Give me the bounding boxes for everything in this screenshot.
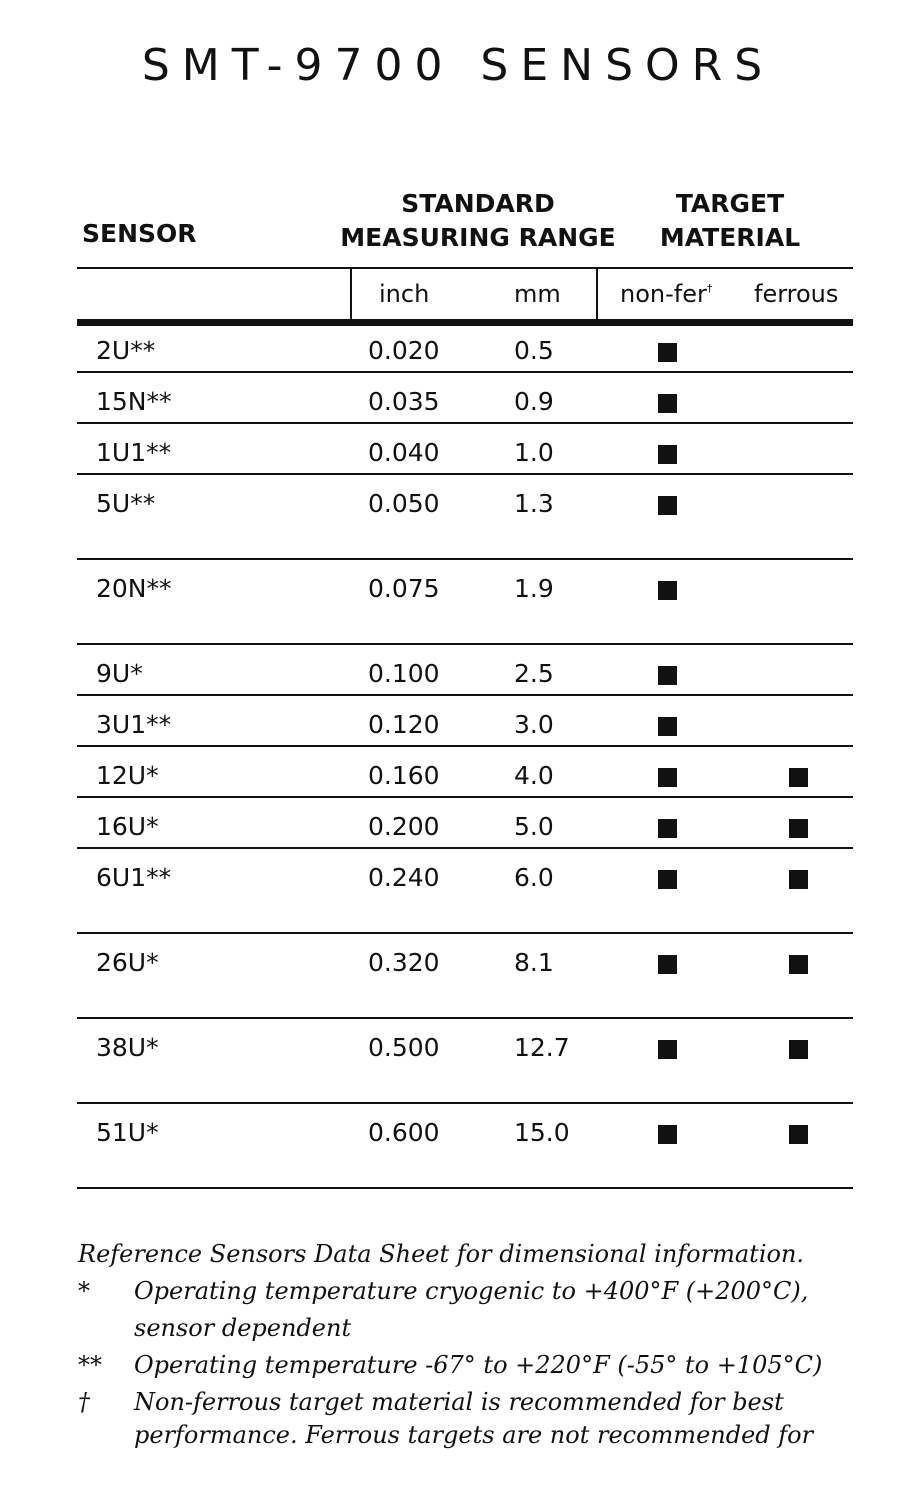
header-range-line1: STANDARD xyxy=(401,189,555,218)
sensor-cell: 26U* xyxy=(96,948,159,977)
note-dagger-text: Non-ferrous target material is recommended for best performance. Ferrous targets are not recommended for xyxy=(134,1388,814,1449)
subheader-ferrous: ferrous xyxy=(754,280,839,308)
mm-cell: 12.7 xyxy=(514,1033,570,1062)
sensor-cell: 5U** xyxy=(96,489,156,518)
note-double-star-text: Operating temperature -67° to +220°F (-55° to +105°C) xyxy=(134,1351,823,1379)
mm-cell: 15.0 xyxy=(514,1118,570,1147)
ferrous-check-square-icon xyxy=(789,768,808,787)
nonferrous-check-square-icon xyxy=(658,445,677,464)
nonferrous-check-square-icon xyxy=(658,870,677,889)
mm-cell: 8.1 xyxy=(514,948,554,977)
mm-cell: 3.0 xyxy=(514,710,554,739)
inch-cell: 0.100 xyxy=(368,659,440,688)
subheader-inch: inch xyxy=(379,280,430,308)
inch-cell: 0.035 xyxy=(368,387,440,416)
sensor-cell: 1U1** xyxy=(96,438,172,467)
inch-cell: 0.500 xyxy=(368,1033,440,1062)
note-star-text: Operating temperature cryogenic to +400°F (+200°C), sensor dependent xyxy=(134,1277,809,1342)
nonferrous-check-square-icon xyxy=(658,496,677,515)
mm-cell: 1.3 xyxy=(514,489,554,518)
ferrous-check-square-icon xyxy=(789,870,808,889)
note-star-symbol: * xyxy=(78,1277,90,1305)
row-divider xyxy=(77,1017,853,1019)
inch-cell: 0.320 xyxy=(368,948,440,977)
sensor-cell: 6U1** xyxy=(96,863,172,892)
ferrous-check-square-icon xyxy=(789,819,808,838)
row-divider xyxy=(77,745,853,747)
sensor-cell: 15N** xyxy=(96,387,172,416)
inch-cell: 0.120 xyxy=(368,710,440,739)
sensor-cell: 3U1** xyxy=(96,710,172,739)
nonferrous-check-square-icon xyxy=(658,1040,677,1059)
header-sensor: SENSOR xyxy=(82,219,197,248)
row-divider xyxy=(77,643,853,645)
mm-cell: 0.5 xyxy=(514,336,554,365)
row-divider xyxy=(77,473,853,475)
mm-cell: 5.0 xyxy=(514,812,554,841)
ferrous-check-square-icon xyxy=(789,955,808,974)
mm-cell: 1.9 xyxy=(514,574,554,603)
inch-cell: 0.200 xyxy=(368,812,440,841)
row-divider xyxy=(77,422,853,424)
nonferrous-check-square-icon xyxy=(658,581,677,600)
dagger-mark: † xyxy=(706,282,713,295)
sensor-cell: 51U* xyxy=(96,1118,159,1147)
inch-cell: 0.075 xyxy=(368,574,440,603)
ferrous-check-square-icon xyxy=(789,1040,808,1059)
column-divider-range xyxy=(350,267,352,321)
header-target-line2: MATERIAL xyxy=(659,223,801,252)
subheader-nonfer-label: non-fer xyxy=(620,280,707,308)
inch-cell: 0.050 xyxy=(368,489,440,518)
note-dagger-symbol: † xyxy=(78,1388,90,1416)
row-divider xyxy=(77,796,853,798)
inch-cell: 0.040 xyxy=(368,438,440,467)
sensor-cell: 2U** xyxy=(96,336,156,365)
inch-cell: 0.020 xyxy=(368,336,440,365)
sensor-cell: 38U* xyxy=(96,1033,159,1062)
row-divider xyxy=(77,1102,853,1104)
header-thick-rule xyxy=(77,319,853,326)
nonferrous-check-square-icon xyxy=(658,394,677,413)
footnotes xyxy=(78,1236,878,1452)
mm-cell: 0.9 xyxy=(514,387,554,416)
note-double-star-symbol: ** xyxy=(78,1351,102,1379)
header-measuring-range xyxy=(340,187,616,255)
note-dagger xyxy=(78,1386,878,1452)
subheader-nonfer xyxy=(620,280,712,308)
row-divider xyxy=(77,847,853,849)
header-target-line1: TARGET xyxy=(675,189,785,218)
nonferrous-check-square-icon xyxy=(658,1125,677,1144)
subheader-mm: mm xyxy=(514,280,561,308)
nonferrous-check-square-icon xyxy=(658,343,677,362)
mm-cell: 4.0 xyxy=(514,761,554,790)
note-star xyxy=(78,1273,878,1347)
note-double-star xyxy=(78,1347,878,1384)
ferrous-check-square-icon xyxy=(789,1125,808,1144)
row-divider xyxy=(77,932,853,934)
sensor-cell: 16U* xyxy=(96,812,159,841)
inch-cell: 0.240 xyxy=(368,863,440,892)
sensor-cell: 12U* xyxy=(96,761,159,790)
row-divider xyxy=(77,371,853,373)
header-target-material xyxy=(650,187,810,255)
sensor-cell: 20N** xyxy=(96,574,172,603)
row-divider xyxy=(77,694,853,696)
inch-cell: 0.160 xyxy=(368,761,440,790)
mm-cell: 6.0 xyxy=(514,863,554,892)
header-range-line2: MEASURING RANGE xyxy=(340,223,616,252)
inch-cell: 0.600 xyxy=(368,1118,440,1147)
nonferrous-check-square-icon xyxy=(658,666,677,685)
mm-cell: 2.5 xyxy=(514,659,554,688)
nonferrous-check-square-icon xyxy=(658,819,677,838)
column-divider-target xyxy=(596,267,598,321)
page-title: SMT-9700 SENSORS xyxy=(141,40,775,91)
nonferrous-check-square-icon xyxy=(658,717,677,736)
nonferrous-check-square-icon xyxy=(658,768,677,787)
note-reference: Reference Sensors Data Sheet for dimensional information. xyxy=(78,1240,805,1268)
sensor-cell: 9U* xyxy=(96,659,143,688)
row-divider xyxy=(77,1187,853,1189)
row-divider xyxy=(77,558,853,560)
nonferrous-check-square-icon xyxy=(658,955,677,974)
header-top-rule xyxy=(77,267,853,269)
mm-cell: 1.0 xyxy=(514,438,554,467)
